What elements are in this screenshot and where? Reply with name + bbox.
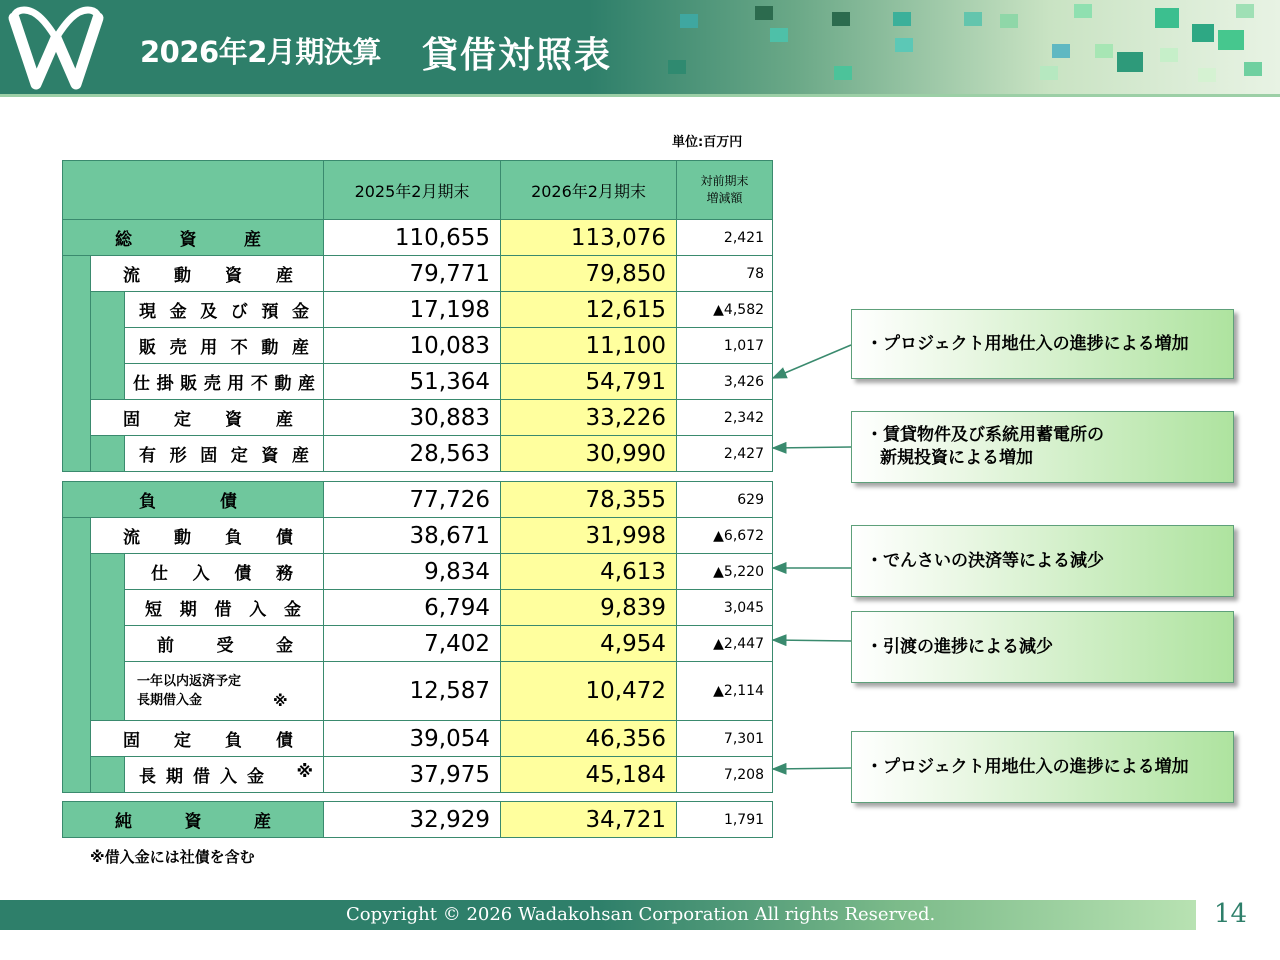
table-row [63, 662, 773, 721]
indent-cell [91, 292, 125, 400]
decor-square [1155, 8, 1179, 28]
value-prev: 110,655 [324, 220, 501, 256]
value-prev: 17,198 [324, 292, 501, 328]
indent-cell [91, 554, 125, 721]
row-label: 長期借入金 ※ [125, 757, 324, 793]
value-diff: 2,421 [677, 220, 773, 256]
value-curr: 34,721 [501, 802, 677, 838]
indent-cell [63, 518, 91, 793]
table-header-row [63, 161, 773, 220]
value-diff: ▲2,114 [677, 662, 773, 721]
table-row [63, 721, 773, 757]
value-diff: ▲5,220 [677, 554, 773, 590]
table-row [63, 482, 773, 518]
footnote-mark: ※ [273, 692, 288, 710]
indent-cell [91, 436, 125, 472]
value-curr: 78,355 [501, 482, 677, 518]
table-row [63, 436, 773, 472]
row-label: 固 定 資 産 [91, 400, 324, 436]
callout-fixed-asset-increase: ・賃貸物件及び系統用蓄電所の 新規投資による増加 [851, 411, 1234, 483]
table-row [63, 220, 773, 256]
header-blank-cell [63, 161, 324, 220]
value-diff: 629 [677, 482, 773, 518]
value-curr: 45,184 [501, 757, 677, 793]
decor-square [1040, 66, 1058, 80]
value-prev: 79,771 [324, 256, 501, 292]
decor-square [1000, 14, 1018, 28]
table-row [63, 554, 773, 590]
value-diff: 7,301 [677, 721, 773, 757]
arrow-line [773, 345, 851, 378]
col-diff-header: 対前期末 増減額 [677, 161, 773, 220]
wadakohsan-w-logo-icon [6, 4, 106, 92]
row-label: 流 動 負 債 [91, 518, 324, 554]
row-label: 有形固定資産 [125, 436, 324, 472]
row-label: 負 債 [63, 482, 324, 518]
assets-table [62, 160, 773, 472]
row-label: 前 受 金 [125, 626, 324, 662]
value-prev: 9,834 [324, 554, 501, 590]
value-curr: 54,791 [501, 364, 677, 400]
footnote: ※借入金には社債を含む [90, 848, 255, 866]
value-curr: 4,954 [501, 626, 677, 662]
row-label: 総 資 産 [63, 220, 324, 256]
decor-square [893, 12, 911, 26]
value-diff: ▲4,582 [677, 292, 773, 328]
decor-square [770, 28, 788, 42]
value-prev: 77,726 [324, 482, 501, 518]
table-row [63, 626, 773, 662]
table-row [63, 328, 773, 364]
table-row [63, 518, 773, 554]
value-curr: 46,356 [501, 721, 677, 757]
decor-square [834, 66, 852, 80]
decor-square [1160, 48, 1178, 62]
col-curr-header: 2026年2月期末 [501, 161, 677, 220]
decor-square [895, 38, 913, 52]
arrow-line [773, 447, 851, 448]
value-prev: 51,364 [324, 364, 501, 400]
row-label: 販売用不動産 [125, 328, 324, 364]
arrow-line [773, 640, 851, 641]
value-curr: 10,472 [501, 662, 677, 721]
value-diff: 1,017 [677, 328, 773, 364]
equity-table [62, 801, 773, 838]
header-divider [0, 94, 1280, 97]
value-diff: 78 [677, 256, 773, 292]
value-prev: 7,402 [324, 626, 501, 662]
table-row [63, 400, 773, 436]
value-diff: 7,208 [677, 757, 773, 793]
value-prev: 37,975 [324, 757, 501, 793]
decor-square [1074, 4, 1092, 18]
decor-square [832, 12, 850, 26]
header-bar [0, 0, 1280, 94]
value-curr: 113,076 [501, 220, 677, 256]
row-label: 短期借入金 [125, 590, 324, 626]
value-curr: 9,839 [501, 590, 677, 626]
copyright-text: Copyright © 2026 Wadakohsan Corporation All rights Reserved. [346, 904, 936, 925]
callout-payables-decrease: ・でんさいの決済等による減少 [851, 525, 1234, 597]
unit-label: 単位:百万円 [672, 135, 743, 150]
value-prev: 12,587 [324, 662, 501, 721]
decor-square [668, 60, 686, 74]
value-curr: 30,990 [501, 436, 677, 472]
table-row [63, 256, 773, 292]
value-curr: 79,850 [501, 256, 677, 292]
value-prev: 10,083 [324, 328, 501, 364]
table-row [63, 590, 773, 626]
callout-longterm-loan-increase: ・プロジェクト用地仕入の進捗による増加 [851, 731, 1234, 803]
value-diff: ▲6,672 [677, 518, 773, 554]
value-curr: 12,615 [501, 292, 677, 328]
decor-square [1052, 44, 1070, 58]
decor-square [1117, 52, 1143, 72]
row-label: 仕 入 債 務 [125, 554, 324, 590]
page-number: 14 [1214, 899, 1248, 929]
table-row [63, 802, 773, 838]
footnote-mark: ※ [296, 762, 313, 782]
value-prev: 38,671 [324, 518, 501, 554]
callout-advance-decrease: ・引渡の進捗による減少 [851, 611, 1234, 683]
value-diff: 2,342 [677, 400, 773, 436]
value-prev: 30,883 [324, 400, 501, 436]
value-curr: 33,226 [501, 400, 677, 436]
decor-square [1218, 30, 1244, 50]
decor-square [964, 12, 982, 26]
value-diff: ▲2,447 [677, 626, 773, 662]
value-diff: 3,045 [677, 590, 773, 626]
decor-square [755, 6, 773, 20]
decor-square [680, 14, 698, 28]
value-diff: 3,426 [677, 364, 773, 400]
page-subtitle: 2026年2月期決算 [140, 35, 381, 69]
row-label: 仕掛販売用不動産 [125, 364, 324, 400]
value-diff: 2,427 [677, 436, 773, 472]
table-row [63, 292, 773, 328]
value-diff: 1,791 [677, 802, 773, 838]
page-title: 貸借対照表 [422, 35, 613, 76]
col-prev-header: 2025年2月期末 [324, 161, 501, 220]
value-prev: 32,929 [324, 802, 501, 838]
value-curr: 4,613 [501, 554, 677, 590]
table-row [63, 364, 773, 400]
decor-square [1095, 44, 1113, 58]
value-prev: 6,794 [324, 590, 501, 626]
decor-square [1244, 62, 1262, 76]
row-label: 現金及び預金 [125, 292, 324, 328]
callout-inventory-increase: ・プロジェクト用地仕入の進捗による増加 [851, 309, 1234, 379]
decor-square [1198, 68, 1216, 82]
value-curr: 11,100 [501, 328, 677, 364]
decor-square [1236, 4, 1254, 18]
table-row [63, 757, 773, 793]
row-label: 固 定 負 債 [91, 721, 324, 757]
value-prev: 28,563 [324, 436, 501, 472]
liabilities-table [62, 481, 773, 793]
row-label: 一年以内返済予定 長期借入金 ※ [125, 662, 324, 721]
value-curr: 31,998 [501, 518, 677, 554]
value-prev: 39,054 [324, 721, 501, 757]
decor-square [1192, 24, 1214, 42]
indent-cell [63, 256, 91, 472]
arrow-line [773, 768, 851, 769]
row-label: 流 動 資 産 [91, 256, 324, 292]
indent-cell [91, 757, 125, 793]
row-label: 純 資 産 [63, 802, 324, 838]
